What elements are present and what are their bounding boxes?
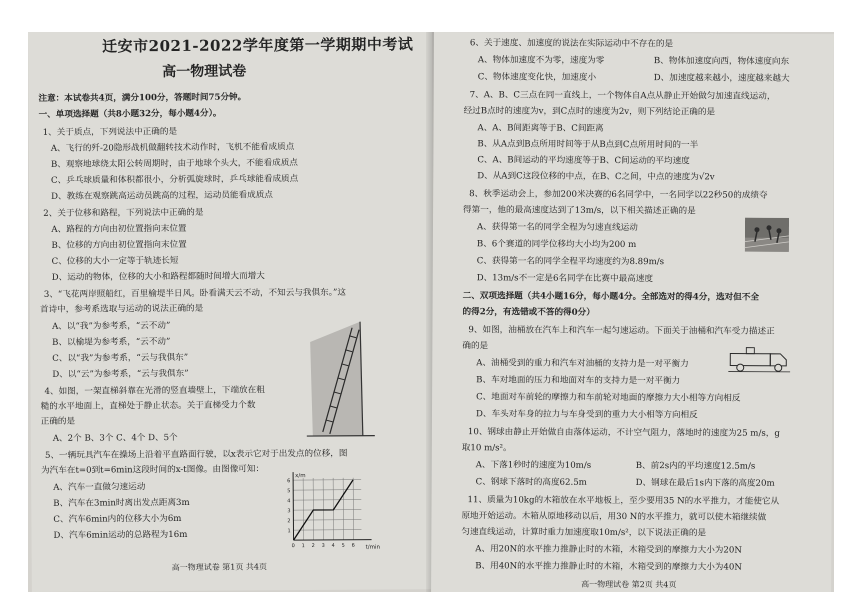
q10-option-c: C、钢球下落时的高度62.5m	[475, 477, 587, 488]
q8-option-b: B、6个赛道的同学位移均大小均为200 m	[476, 239, 637, 251]
graph-x-tick: 6	[351, 542, 355, 549]
graph-x-tick: 3	[321, 542, 325, 549]
q11-option-b: B、用40N的水平推力推静止时的木箱，木箱受到的摩擦力大小为40N	[475, 561, 742, 573]
q10-option-a: A、下落1秒时的速度为10m/s	[475, 460, 592, 471]
q7-stem-cont: 经过B点时的速度为v，到C点时的速度为2v，则下列结论正确的是	[463, 106, 716, 118]
q2-option-a: A、路程的方向由初位置指向末位置	[51, 223, 187, 235]
q1-option-d: D、教练在观察跳高运动员跳高的过程，运动员能看成质点	[51, 190, 273, 202]
q3-stem: 3、“飞花两岸照船红，百里榆堤半日风。卧看满天云不动，不知云与我俱东。”这	[43, 287, 347, 300]
q9-option-c: C、地面对车前轮的摩擦力和车前轮对地面的摩擦力大小相等方向相反	[476, 392, 741, 404]
scanned-exam-spread	[28, 32, 834, 592]
exam-subtitle: 高一物理试卷	[162, 63, 247, 81]
q9-stem-cont: 确的是	[462, 341, 489, 352]
graph-x-tick: 4	[331, 542, 335, 549]
q3-stem-cont: 首诗中，参考系选取与运动的说法正确的是	[39, 303, 204, 315]
q10-stem-cont: 取10 m/s²。	[461, 443, 512, 454]
q8-stem: 8、秋季运动会上，参加200米决赛的6名同学中，一名同学以22秒50的成绩夺	[469, 189, 768, 201]
q8-option-a: A、获得第一名的同学全程为匀速直线运动	[476, 222, 638, 234]
page-footer-right: 高一物理试卷 第2页 共4页	[581, 579, 677, 590]
q10-stem: 10、钢球由静止开始做自由落体运动，不计空气阻力，落地时的速度为25 m/s，g	[467, 427, 780, 439]
q2-option-c: C、位移的大小一定等于轨迹长短	[51, 255, 179, 267]
graph-x-tick: 1	[301, 543, 305, 550]
q3-option-b: B、以榆堤为参考系，“云不动”	[52, 337, 171, 348]
q4-options: A、2个 B、3个 C、4个 D、5个	[52, 432, 178, 444]
q7-option-d: D、从A到C这段位移的中点，在B、C之间，中点的速度为√2v	[477, 171, 715, 183]
q7-option-c: C、A、B间运动的平均速度等于B、C间运动的平均速度	[477, 155, 690, 167]
q6-option-d: D、加速度越来越小，速度越来越大	[653, 73, 790, 84]
q10-option-b: B、前2s内的平均速度12.5m/s	[635, 461, 756, 472]
graph-y-tick: 1	[287, 528, 291, 535]
graph-x-label: t/min	[365, 544, 381, 551]
graph-y-tick: 3	[287, 508, 291, 515]
q9-option-a: A、油桶受到的重力和汽车对油桶的支持力是一对平衡力	[476, 358, 689, 370]
q9-option-b: B、车对地面的压力和地面对车的支持力是一对平衡力	[476, 375, 681, 387]
q6-option-a: A、物体加速度不为零，速度为零	[477, 55, 605, 66]
q11-stem-cont2: 匀速直线运动，计算时重力加速度取10m/s²，以下说法正确的是	[461, 527, 707, 539]
q6-option-b: B、物体加速度向西，物体速度向东	[653, 56, 790, 67]
q3-option-c: C、以“我”为参考系，“云与我俱东”	[52, 352, 189, 364]
graph-y-tick: 4	[287, 498, 291, 505]
q6-stem: 6、关于速度、加速度的说法在实际运动中不存在的是	[469, 38, 674, 50]
q1-option-c: C、乒乓球质量和体积都很小，分析弧旋球时，乒乓球能看成质点	[51, 174, 299, 186]
q7-option-b: B、从A点到B点所用时间等于从B点到C点所用时间的一半	[477, 139, 699, 151]
graph-y-tick: 5	[287, 488, 291, 495]
q7-option-a: A、A、B间距离等于B、C间距离	[477, 123, 604, 134]
page-footer-left: 高一物理试卷 第1页 共4页	[171, 562, 268, 573]
section-1-heading: 一、单项选择题（共8小题32分，每小题4分）。	[38, 108, 222, 120]
q3-option-d: D、以“云”为参考系，“云与我俱东”	[52, 368, 189, 380]
graph-x-tick: 2	[311, 543, 315, 550]
q10-option-d: D、钢球在最后1s内下落的高度20m	[635, 478, 775, 489]
q1-option-a: A、飞行的歼-20隐形战机做翻转技术动作时，飞机不能看成质点	[50, 142, 295, 154]
q4-stem: 4、如图，一架直梯斜靠在光滑的竖直墙壁上，下端放在粗	[44, 385, 265, 397]
q5-stem-cont: 为汽车在t=0到t=6min这段时间的x-t图像。由图像可知：	[41, 464, 265, 476]
q1-option-b: B、观察地球绕太阳公转周期时，由于地球个头大，不能看成质点	[50, 158, 298, 170]
q7-stem: 7、A、B、C三点在同一直线上，一个物体自A点从静止开始做匀加速直线运动，	[469, 90, 776, 102]
section-2-heading: 二、双项选择题（共4小题16分，每小题4分。全部选对的得4分，选对但不全	[462, 291, 759, 303]
q2-option-d: D、运动的物体，位移的大小和路程都随时间增大而增大	[51, 271, 265, 283]
q3-option-a: A、以“我”为参考系，“云不动”	[52, 321, 171, 332]
graph-y-tick: 6	[287, 478, 291, 485]
exam-title: 迁安市2021-2022学年度第一学期期中考试	[102, 35, 414, 56]
truck-figure	[728, 346, 790, 376]
q5-option-a: A、汽车一直做匀速运动	[53, 482, 146, 493]
page-left	[28, 32, 436, 592]
q2-option-b: B、位移的方向由初位置指向末位置	[51, 239, 187, 251]
graph-y-tick: 2	[287, 518, 291, 525]
section-2-heading-cont: 的得2分，有选错或不答的得0分）	[462, 307, 595, 318]
q11-stem: 11、质量为10kg的木箱放在水平地板上，至少要用35 N的水平推力，才能使它从	[467, 495, 780, 507]
q8-option-d: D、13m/s不一定是6名同学在比赛中最高速度	[476, 273, 653, 285]
q11-option-a: A、用20N的水平推力推静止时的木箱，木箱受到的摩擦力大小为20N	[475, 544, 742, 556]
q8-option-c: C、获得第一名的同学全程平均速度约为8.89m/s	[476, 256, 665, 268]
q8-stem-cont: 得第一，他的最高速度达到了13m/s，以下相关描述正确的是	[463, 205, 696, 217]
q5-option-d: D、汽车6min运动的总路程为16m	[53, 529, 188, 541]
ladder-figure	[302, 320, 377, 439]
q5-option-c: C、汽车6min内的位移大小为6m	[53, 513, 182, 525]
q11-stem-cont: 原地开始运动。木箱从原地移动以后，用30 N的水平推力，就可以使木箱继续做	[461, 511, 767, 523]
q5-option-b: B、汽车在3min时离出发点距离3m	[53, 497, 190, 509]
q6-option-c: C、物体速度变化快，加速度小	[477, 72, 597, 83]
q9-stem: 9、如图，油桶放在汽车上和汽车一起匀速运动。下面关于油桶和汽车受力描述正	[468, 325, 775, 337]
q4-stem-cont2: 正确的是	[40, 416, 76, 427]
running-track-photo	[745, 218, 789, 252]
q4-stem-cont: 糙的水平地面上，直梯处于静止状态。关于直梯受力个数	[40, 400, 256, 412]
graph-y-label: x/m	[295, 473, 306, 480]
q5-stem: 5、一辆玩具汽车在操场上沿着平直路面行驶，以x表示它对于出发点的位移，图	[44, 448, 348, 461]
page-right	[431, 32, 834, 592]
q1-stem: 1、关于质点，下列说法中正确的是	[42, 126, 178, 138]
q9-option-d: D、车头对车身的拉力与车身受到的重力大小相等方向相反	[475, 409, 698, 421]
graph-x-tick: 0	[291, 543, 295, 550]
graph-x-tick: 5	[341, 542, 345, 549]
q2-stem: 2、关于位移和路程，下列说法中正确的是	[43, 207, 204, 219]
xt-graph	[279, 469, 390, 550]
notice: 注意：本试卷共4页，满分100分，答题时间75分钟。	[38, 92, 247, 104]
